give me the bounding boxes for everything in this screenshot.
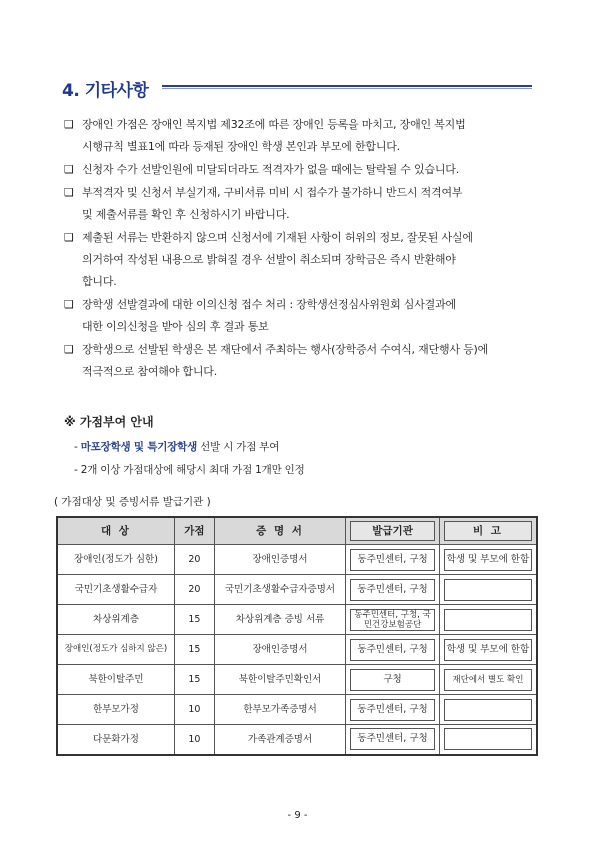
item-line: 합니다. (82, 275, 117, 288)
item-line: 부적격자 및 신청서 부실기재, 구비서류 미비 시 접수가 불가하니 반드시 적격여부 (82, 186, 463, 199)
cell-note (439, 695, 537, 725)
header-note: 비 고 (439, 517, 537, 545)
cell-points: 10 (174, 695, 214, 725)
cell-document: 국민기초생활수급자증명서 (214, 575, 345, 605)
cell-document: 장애인증명서 (214, 545, 345, 575)
header-document: 증 명 서 (214, 517, 345, 545)
checkbox-bullet-icon: ❑ (64, 163, 74, 176)
notice-list (64, 114, 554, 384)
checkbox-bullet-icon: ❑ (64, 298, 74, 311)
cell-target: 북한이탈주민 (57, 665, 174, 695)
table-row (57, 605, 537, 635)
list-item (64, 294, 554, 338)
bonus-notice-title: ※ 가점부여 안내 (64, 415, 154, 429)
header-issuer: 발급기관 (346, 517, 440, 545)
bonus-notice-line (74, 439, 279, 454)
item-line: 장학생 선발결과에 대한 이의신청 접수 처리 : 장학생선정심사위원회 심사결과에 (82, 298, 456, 311)
item-line: 의거하여 작성된 내용으로 밝혀질 경우 선발이 취소되며 장학금은 즉시 반환해야 (82, 253, 456, 266)
cell-issuer: 동주민센터, 구청 (346, 635, 440, 665)
cell-target: 장애인(정도가 심하지 않은) (57, 635, 174, 665)
heading-rule (162, 85, 532, 90)
cell-points: 10 (174, 725, 214, 755)
cell-document: 북한이탈주민확인서 (214, 665, 345, 695)
cell-issuer: 동주민센터, 구청 (346, 575, 440, 605)
table-row (57, 665, 537, 695)
table-caption: ( 가점대상 및 증빙서류 발급기관 ) (54, 496, 211, 508)
highlight-text: 마포장학생 및 특기장학생 (80, 441, 198, 453)
table-row (57, 725, 537, 755)
page-number: - 9 - (287, 810, 308, 821)
item-line: 신청자 수가 선발인원에 미달되더라도 적격자가 없을 때에는 탈락될 수 있습니다. (82, 163, 460, 176)
cell-note: 재단에서 별도 확인 (439, 665, 537, 695)
list-item (64, 339, 554, 383)
cell-target: 장애인(정도가 심한) (57, 545, 174, 575)
cell-points: 20 (174, 575, 214, 605)
header-target: 대 상 (57, 517, 174, 545)
line-text: 선발 시 가점 부여 (197, 441, 280, 453)
cell-target: 다문화가정 (57, 725, 174, 755)
cell-target: 국민기초생활수급자 (57, 575, 174, 605)
cell-target: 한부모가정 (57, 695, 174, 725)
cell-issuer: 동주민센터, 구청 (346, 695, 440, 725)
cell-document: 가족관계증명서 (214, 725, 345, 755)
cell-issuer: 동주민센터, 구청, 국민건강보험공단 (346, 605, 440, 635)
cell-issuer: 구청 (346, 665, 440, 695)
cell-document: 한부모가족증명서 (214, 695, 345, 725)
cell-target: 차상위계층 (57, 605, 174, 635)
cell-note (439, 605, 537, 635)
table-row (57, 635, 537, 665)
list-item (64, 114, 554, 158)
table-row (57, 695, 537, 725)
cell-points: 20 (174, 545, 214, 575)
checkbox-bullet-icon: ❑ (64, 118, 74, 131)
cell-issuer: 동주민센터, 구청 (346, 725, 440, 755)
table-header-row (57, 517, 537, 545)
list-item (64, 227, 554, 293)
cell-points: 15 (174, 605, 214, 635)
cell-note (439, 725, 537, 755)
item-line: 제출된 서류는 반환하지 않으며 신청서에 기재된 사항이 허위의 정보, 잘못된 사실에 (82, 231, 473, 244)
list-item (64, 159, 554, 181)
cell-document: 차상위계층 증빙 서류 (214, 605, 345, 635)
bonus-table (56, 516, 538, 756)
cell-document: 장애인증명서 (214, 635, 345, 665)
item-line: 장학생으로 선발된 학생은 본 재단에서 주최하는 행사(장학증서 수여식, 재단행사 등)에 (82, 343, 489, 356)
item-line: 대한 이의신청을 받아 심의 후 결과 통보 (82, 320, 269, 333)
checkbox-bullet-icon: ❑ (64, 231, 74, 244)
cell-note (439, 575, 537, 605)
cell-points: 15 (174, 665, 214, 695)
cell-points: 15 (174, 635, 214, 665)
cell-issuer: 동주민센터, 구청 (346, 545, 440, 575)
dash-prefix: - (74, 441, 81, 453)
header-points: 가점 (174, 517, 214, 545)
cell-note: 학생 및 부모에 한함 (439, 545, 537, 575)
list-item (64, 182, 554, 226)
item-line: 시행규칙 별표1에 따라 등재된 장애인 학생 본인과 부모에 한합니다. (82, 140, 400, 153)
item-line: 적극적으로 참여해야 합니다. (82, 365, 218, 378)
item-line: 및 제출서류를 확인 후 신청하시기 바랍니다. (82, 208, 290, 221)
checkbox-bullet-icon: ❑ (64, 186, 74, 199)
item-line: 장애인 가점은 장애인 복지법 제32조에 따른 장애인 등록을 마치고, 장애인 복지법 (82, 118, 466, 131)
section-heading (62, 76, 148, 101)
checkbox-bullet-icon: ❑ (64, 343, 74, 356)
section-title: 4. 기타사항 (62, 81, 149, 101)
table-row (57, 545, 537, 575)
cell-note: 학생 및 부모에 한함 (439, 635, 537, 665)
table-row (57, 575, 537, 605)
bonus-notice-line: - 2개 이상 가점대상에 해당시 최대 가점 1개만 인정 (74, 464, 305, 476)
